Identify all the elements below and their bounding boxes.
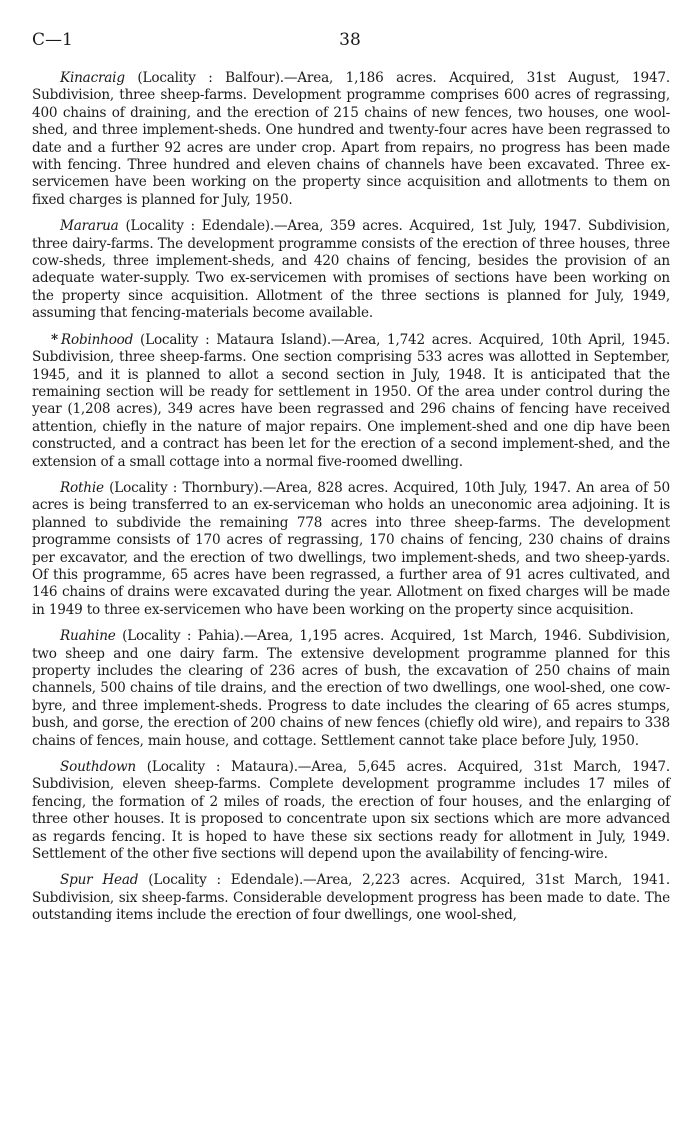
entry-spur-head xyxy=(32,872,670,924)
entry-rothie xyxy=(32,480,670,619)
entry-southdown xyxy=(32,759,670,863)
entry-text: (Locality : Edendale).—Area, 359 acres. Acquired, 1st July, 1947. Subdivision, three dairy-farms. The development programme consists of the erection of three houses, three cow-sheds, three implement-sheds, and 420 chains of fencing, besides the provision of an adequate water-supply. Two ex-servicemen with promises of sections have been working on the property since acquisition. Allotment of the three sections is planned for July, 1949, assuming that fencing-materials become available. xyxy=(32,218,670,322)
page-header xyxy=(32,30,668,50)
entry-robinhood xyxy=(32,332,670,471)
document-body xyxy=(32,70,670,934)
entry-ruahine xyxy=(32,628,670,750)
entry-name: Rothie xyxy=(60,479,104,496)
document-reference: C—1 xyxy=(32,30,73,50)
entry-kinacraig xyxy=(32,70,670,209)
entry-mararua xyxy=(32,218,670,322)
entry-text: (Locality : Mataura Island).—Area, 1,742 acres. Acquired, 10th April, 1945. Subdivision, three sheep-farms. One section comprising 533 acres was allotted in September, 1945, and it is planned to allot a second section in July, 1948. It is anticipated that the remaining section will be ready for settlement in 1950. Of the area under control during the year (1,208 acres), 349 acres have been regrassed and 296 chains of fencing have received attention, chiefly in the nature of major repairs. One implement-shed and one dip have been constructed, and a contract has been let for the erection of a second implement-shed, and the extension of a small cottage into a normal five-roomed dwelling. xyxy=(32,331,670,470)
entry-text: (Locality : Edendale).—Area, 2,223 acres. Acquired, 31st March, 1941. Subdivision, six sheep-farms. Considerable development progress has been made to date. The outstanding items include the erection of four dwellings, one wool-shed, xyxy=(32,872,671,924)
page-number: 38 xyxy=(339,30,361,50)
entry-text: (Locality : Balfour).—Area, 1,186 acres. Acquired, 31st August, 1947. Subdivision, three sheep-farms. Development programme comprises 600 acres of regrassing, 400 chains of draining, and the erection of 215 chains of new fences, two houses, one wool-shed, and three implement-sheds. One hundred and twenty-four acres have been regrassed to date and a further 92 acres are under crop. Apart from repairs, no progress has been made with fencing. Three hundred and eleven chains of channels have been excavated. Three ex-servicemen have been working on the property since acquisition and allotments to them on fixed charges is planned for July, 1950. xyxy=(32,70,670,208)
entry-name: Ruahine xyxy=(60,628,116,645)
entry-text: (Locality : Thornbury).—Area, 828 acres. Acquired, 10th July, 1947. An area of 50 acres is being transferred to an ex-serviceman who holds an uneconomic area adjoining. It is planned to subdivide the remaining 778 acres into three sheep-farms. The development programme consists of 170 acres of regrassing, 170 chains of fencing, 230 chains of drains per excavator, and the erection of two dwellings, two implement-sheds, and two sheep-yards. Of this programme, 65 acres have been regrassed, a further area of 91 acres cultivated, and 146 chains of drains were excavated during the year. Allotment on fixed charges will be made in 1949 to three ex-servicemen who have been working on the property since acquisition. xyxy=(32,479,670,618)
entry-name: Robinhood xyxy=(60,331,134,348)
entry-name: Mararua xyxy=(60,218,119,235)
entry-text: (Locality : Pahia).—Area, 1,195 acres. Acquired, 1st March, 1946. Subdivision, two sheep and one dairy farm. The extensive development programme planned for this property includes the clearing of 236 acres of bush, the excavation of 250 chains of main channels, 500 chains of tile drains, and the erection of two dwellings, one wool-shed, one cow-byre, and three implement-sheds. Progress to date includes the clearing of 65 acres stumps, bush, and gorse, the erection of 200 chains of new fences (chiefly old wire), and repairs to 338 chains of fences, main house, and cottage. Settlement cannot take place before July, 1950. xyxy=(32,628,670,749)
entry-marker: * xyxy=(51,331,58,348)
entry-name: Spur Head xyxy=(60,872,139,889)
entry-name: Kinacraig xyxy=(60,70,125,86)
entry-text: (Locality : Mataura).—Area, 5,645 acres. Acquired, 31st March, 1947. Subdivision, eleven sheep-farms. Complete development programme includes 17 miles of fencing, the formation of 2 miles of roads, the erection of four houses, and the enlarging of three other houses. It is proposed to concentrate upon six sections which are more advanced as regards fencing. It is hoped to have these six sections ready for allotment in July, 1949. Settlement of the other five sections will depend upon the availability of fencing-wire. xyxy=(32,759,670,863)
entry-name: Southdown xyxy=(60,759,136,776)
